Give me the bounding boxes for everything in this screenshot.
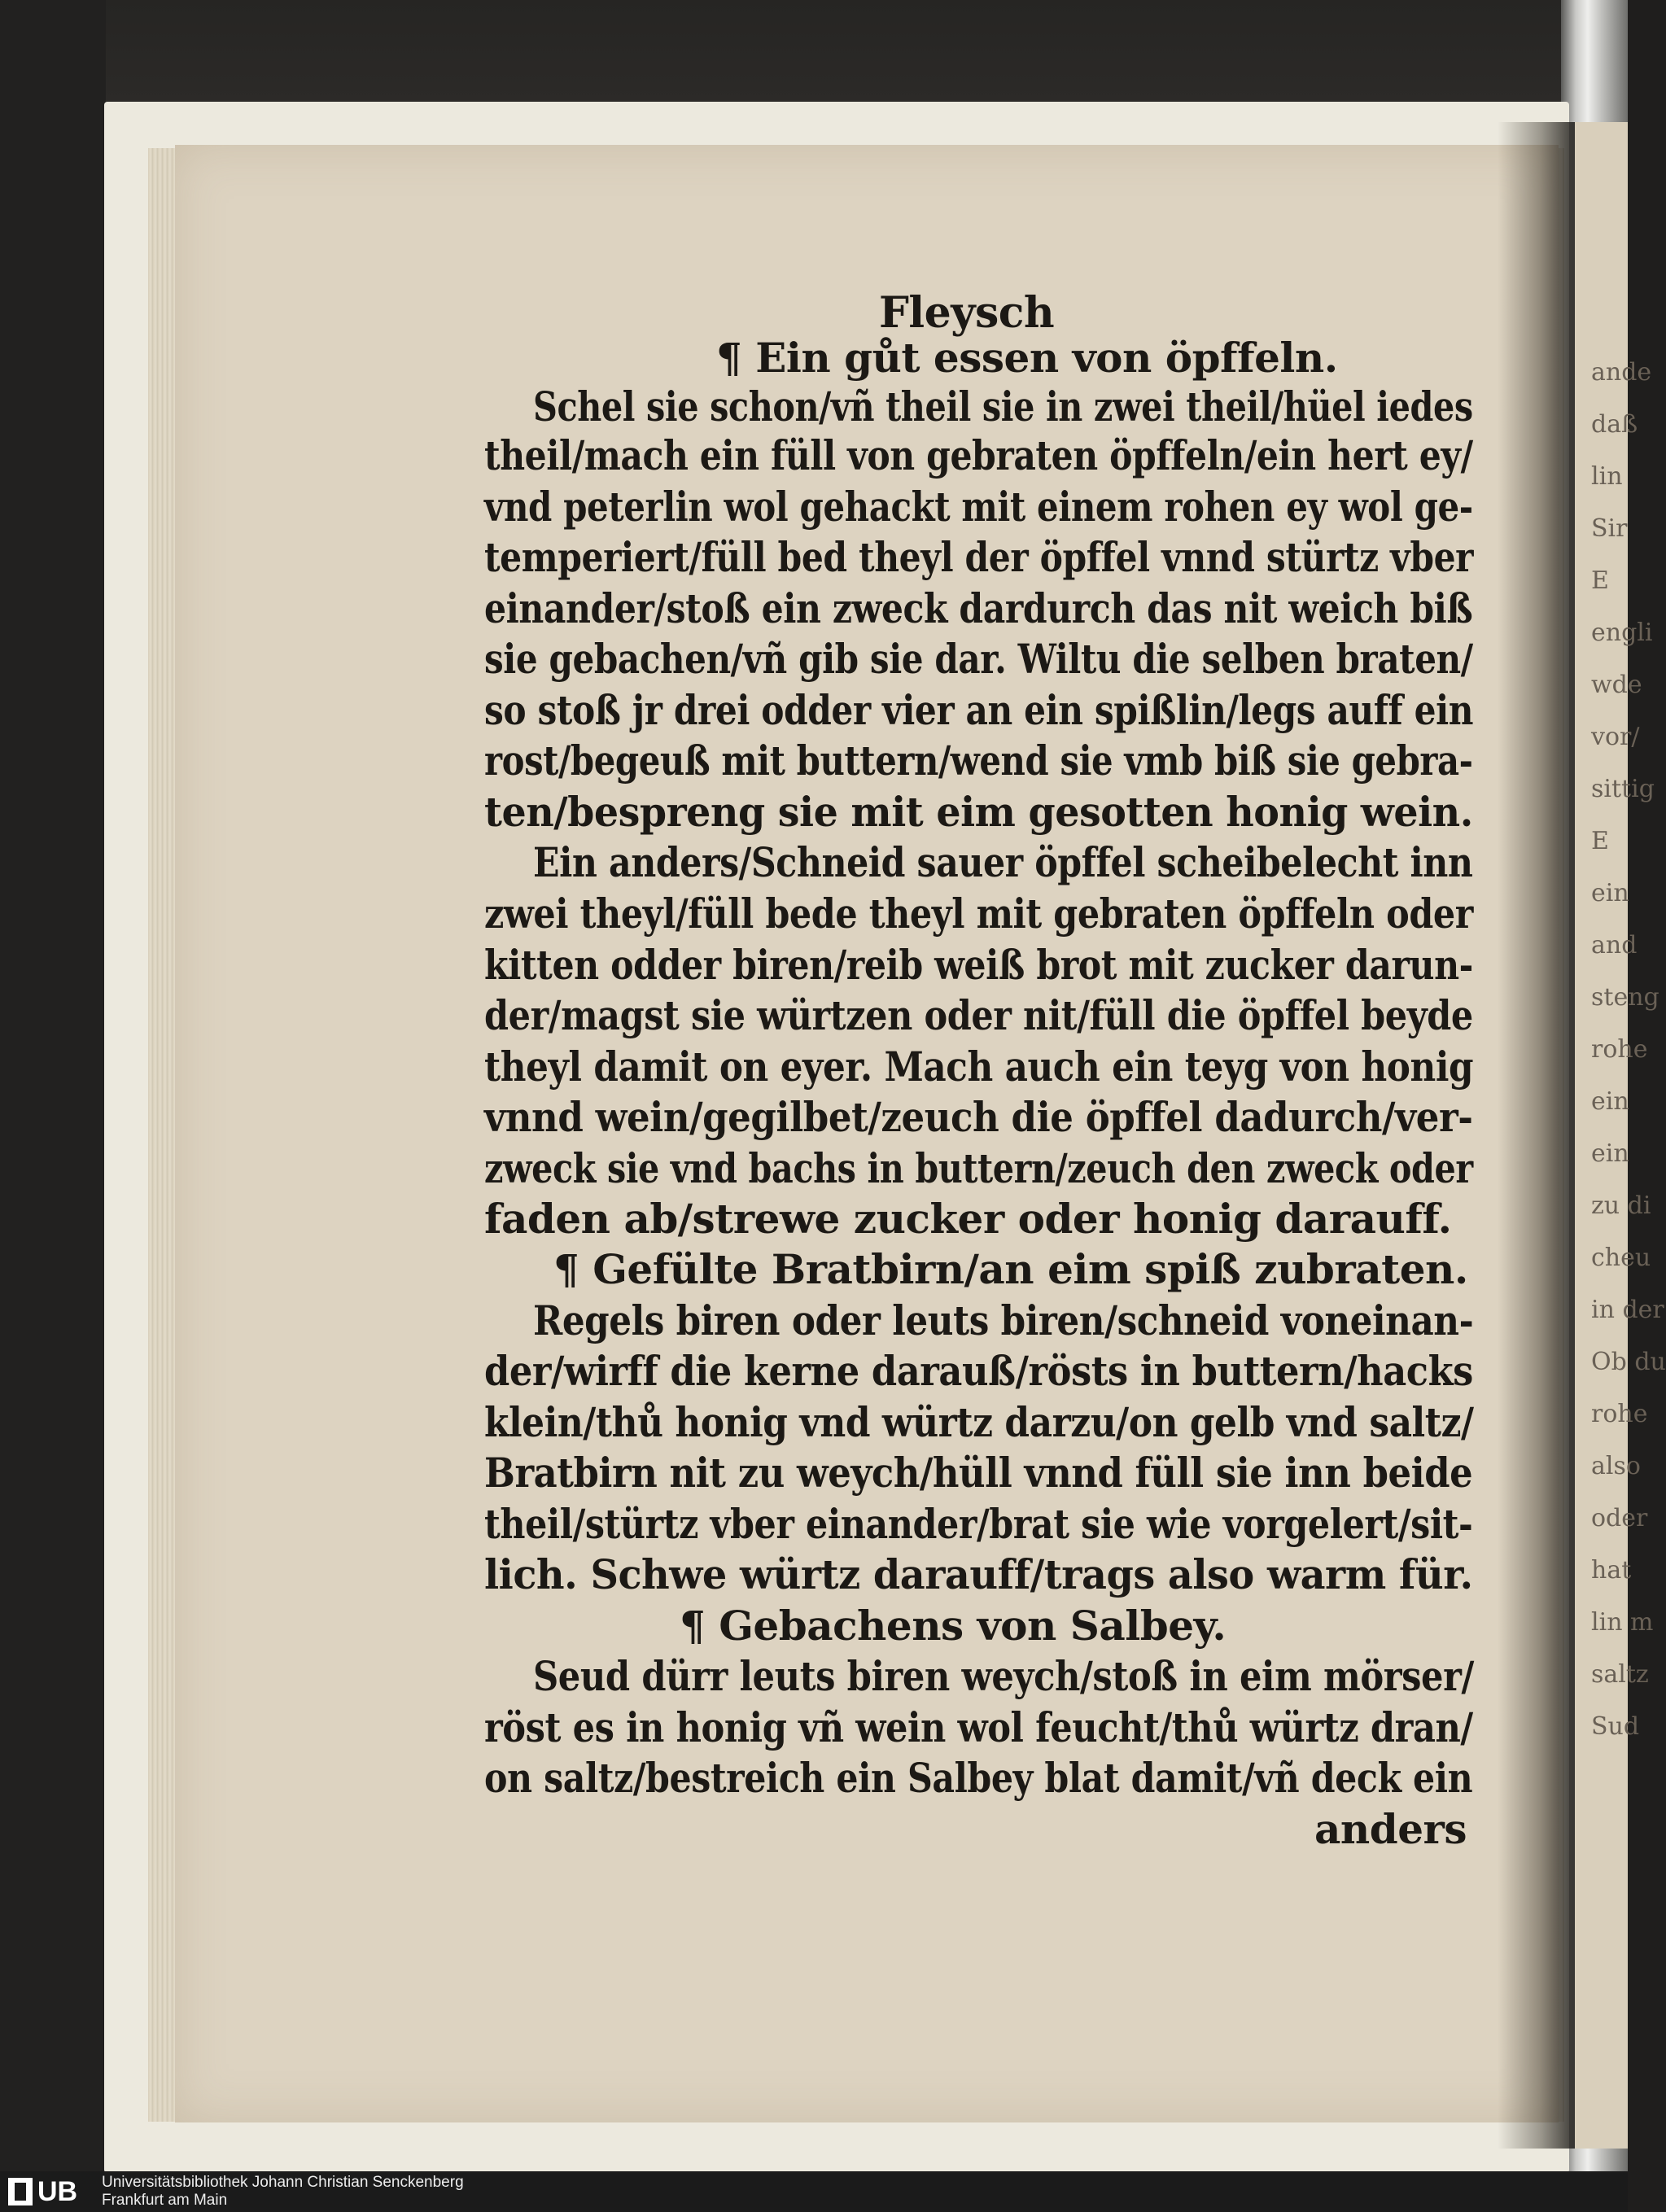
text-line: lich. Schwe würtz darauff/trags also warm für. <box>484 1550 1473 1598</box>
text-line: klein/thů honig vnd würtz darzu/on gelb vnd saltz/ <box>484 1398 1474 1446</box>
text-line: kitten odder biren/reib weiß brot mit zucker darun- <box>484 941 1473 989</box>
facing-page-text: E <box>1591 566 1609 595</box>
running-head: Fleysch <box>879 288 1055 338</box>
text-line: faden ab/strewe zucker oder honig darauff. <box>484 1195 1452 1243</box>
section-heading: ¶ Gebachens von Salbey. <box>680 1602 1227 1650</box>
facing-page-text: ein <box>1591 1139 1629 1168</box>
text-line: Ein anders/Schneid sauer öpffel scheibelecht inn <box>533 838 1473 886</box>
facing-page-text: Sir <box>1591 514 1628 543</box>
facing-page-text: ande <box>1591 358 1652 387</box>
text-line: Regels biren oder leuts biren/schneid voneinan- <box>533 1296 1474 1344</box>
facing-page-text: rohe <box>1591 1400 1648 1428</box>
facing-page-text: engli <box>1591 619 1653 647</box>
catchword: anders <box>1314 1805 1467 1853</box>
text-line: ten/bespreng sie mit eim gesotten honig wein. <box>484 788 1473 836</box>
text-line: zwei theyl/füll bede theyl mit gebraten öpffeln oder <box>484 890 1473 938</box>
text-line: röst es in honig vñ wein wol feucht/thů würtz dran/ <box>484 1703 1473 1751</box>
text-line: Bratbirn nit zu weych/hüll vnnd füll sie inn beide <box>484 1449 1473 1497</box>
text-line: so stoß jr drei odder vier an ein spißlin/legs auff ein <box>484 686 1474 734</box>
facing-page-text: saltz <box>1591 1660 1649 1689</box>
facing-page-text: rohe <box>1591 1035 1648 1064</box>
facing-page-text: cheu <box>1591 1244 1651 1272</box>
text-line: theil/stürtz vber einander/brat sie wie vorgelert/sit- <box>484 1500 1473 1548</box>
facing-page-text: ein <box>1591 879 1629 907</box>
text-line: Seud dürr leuts biren weych/stoß in eim mörser/ <box>533 1652 1474 1700</box>
text-line: sie gebachen/vñ gib sie dar. Wiltu die selben braten/ <box>484 635 1473 683</box>
text-line: on saltz/bestreich ein Salbey blat damit/vñ deck ein <box>484 1754 1473 1802</box>
facing-page-text: oder <box>1591 1504 1648 1532</box>
text-line: theyl damit on eyer. Mach auch ein teyg von honig <box>484 1043 1474 1091</box>
facing-page-text: sittig <box>1591 775 1655 803</box>
facing-page-text: E <box>1591 827 1609 855</box>
facing-page-text: daß <box>1591 410 1638 439</box>
facing-page-text: Ob du <box>1591 1348 1666 1376</box>
facing-page-text: and <box>1591 931 1638 960</box>
facing-page-text: ein <box>1591 1087 1629 1116</box>
facing-page-text: hat <box>1591 1556 1632 1585</box>
facing-page-text: lin <box>1591 462 1623 491</box>
section-heading: ¶ Gefülte Bratbirn/an eim spiß zubraten. <box>553 1245 1468 1293</box>
section-heading: ¶ Ein gůt essen von öpffeln. <box>716 334 1338 382</box>
text-line: der/wirff die kerne darauß/rösts in buttern/hacks <box>484 1347 1473 1395</box>
facing-page-text: Sud <box>1591 1712 1640 1741</box>
text-line: vnnd wein/gegilbet/zeuch die öpffel dadurch/ver- <box>484 1093 1473 1141</box>
library-logo-text: UB <box>37 2175 78 2207</box>
text-line: Schel sie schon/vñ theil sie in zwei theil/hüel iedes <box>533 383 1473 431</box>
text-line: einander/stoß ein zweck dardurch das nit weich biß <box>484 584 1473 632</box>
facing-page-text: vor/ <box>1591 723 1640 751</box>
library-logo <box>8 2176 90 2207</box>
text-line: rost/begeuß mit buttern/wend sie vmb biß sie gebra- <box>484 737 1473 785</box>
text-line: theil/mach ein füll von gebraten öpffeln/ein hert ey/ <box>484 431 1473 479</box>
footer-location: Frankfurt am Main <box>102 2192 228 2209</box>
facing-page-text: wde <box>1591 671 1642 699</box>
footer-institution: Universitätsbibliothek Johann Christian Senckenberg <box>102 2174 464 2191</box>
facing-page-text: steng <box>1591 983 1659 1012</box>
facing-page-text: also <box>1591 1452 1641 1480</box>
text-line: vnd peterlin wol gehackt mit einem rohen ey wol ge- <box>484 483 1473 531</box>
facing-page-text: lin m <box>1591 1608 1654 1637</box>
facing-page-text: zu di <box>1591 1191 1651 1220</box>
text-line: zweck sie vnd bachs in buttern/zeuch den zweck oder <box>484 1144 1473 1192</box>
facing-page-text: in der <box>1591 1296 1664 1324</box>
text-line: temperiert/füll bed theyl der öpffel vnnd stürtz vber <box>484 533 1474 581</box>
library-logo-icon <box>8 2178 33 2205</box>
text-line: der/magst sie würtzen oder nit/füll die öpffel beyde <box>484 991 1473 1039</box>
footer-bar <box>0 2171 1628 2212</box>
